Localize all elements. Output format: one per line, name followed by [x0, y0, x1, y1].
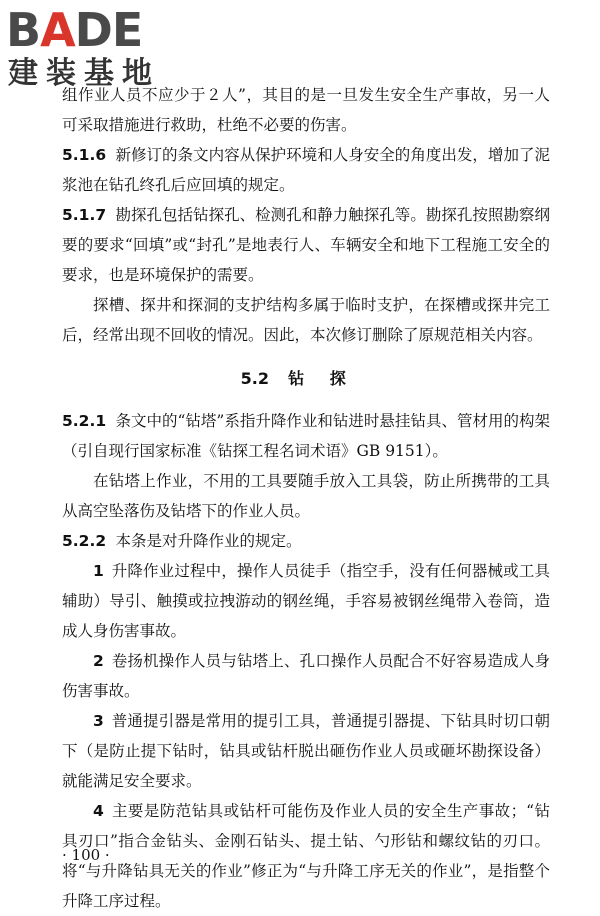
- clause-5-1-7: [62, 200, 550, 290]
- clause-5-2-2: [62, 526, 550, 556]
- document-body: [62, 80, 550, 916]
- item-number: 1: [93, 562, 104, 580]
- paragraph-indented: [62, 290, 550, 350]
- paragraph-text: 组作业人员不应少于２人”，其目的是一旦发生安全生产事故，另一人可采取措施进行救助，杜绝不必要的伤害。: [62, 86, 550, 134]
- item-text: 普通提引器是常用的提引工具，普通提引器提、下钻具时切口朝下（是防止提下钻时，钻具或钻杆脱出砸伤作业人员或砸坏勘探设备）就能满足安全要求。: [62, 712, 550, 790]
- logo-wordmark: [6, 4, 142, 56]
- logo-subtitle: 建装基地: [8, 56, 160, 91]
- paragraph-text: 条文中的“钻塔”系指升降作业和钻进时悬挂钻具、管材用的构架（引自现行国家标准《钻探工程名词术语》GB 9151）。: [62, 412, 550, 460]
- item-text: 卷扬机操作人员与钻塔上、孔口操作人员配合不好容易造成人身伤害事故。: [62, 652, 550, 700]
- bade-logo: [6, 4, 182, 90]
- list-item: [62, 646, 550, 706]
- item-text: 升降作业过程中，操作人员徒手（指空手，没有任何器械或工具辅助）导引、触摸或拉拽游动的钢丝绳，手容易被钢丝绳带入卷筒，造成人身伤害事故。: [62, 562, 550, 640]
- clause-number: 5.2.2: [62, 532, 107, 550]
- logo-letter-b: B: [6, 3, 41, 57]
- section-title: 钻探: [288, 369, 372, 388]
- item-number: 3: [93, 712, 104, 730]
- paragraph-text: 新修订的条文内容从保护环境和人身安全的角度出发，增加了泥浆池在钻孔终孔后应回填的规定。: [62, 146, 550, 194]
- clause-number: 5.1.6: [62, 146, 107, 164]
- paragraph-indented: [62, 466, 550, 526]
- item-number: 2: [93, 652, 104, 670]
- item-text: 主要是防范钻具或钻杆可能伤及作业人员的安全生产事故；“钻具刃口”指合金钻头、金刚石钻头、提土钻、勺形钻和螺纹钻的刃口。将“与升降钻具无关的作业”修正为“与升降工序无关的作业”，是指整个升降工序过程。: [62, 802, 550, 910]
- list-item: [62, 556, 550, 646]
- list-item: [62, 796, 550, 916]
- paragraph-text: 勘探孔包括钻探孔、检测孔和静力触探孔等。勘探孔按照勘察纲要的要求“回填”或“封孔”是地表行人、车辆安全和地下工程施工安全的要求，也是环境保护的需要。: [62, 206, 550, 284]
- clause-number: 5.1.7: [62, 206, 107, 224]
- clause-5-2-1: [62, 406, 550, 466]
- clause-5-1-6: [62, 140, 550, 200]
- clause-number: 5.2.1: [62, 412, 107, 430]
- logo-letter-a: A: [40, 3, 75, 57]
- paragraph-text: 在钻塔上作业，不用的工具要随手放入工具袋，防止所携带的工具从高空坠落伤及钻塔下的作业人员。: [62, 472, 550, 520]
- paragraph-continuation: [62, 80, 550, 140]
- logo-letters-de: DE: [74, 3, 143, 57]
- page-number: · 100 ·: [62, 846, 110, 864]
- paragraph-text: 探槽、探井和探洞的支护结构多属于临时支护，在探槽或探井完工后，经常出现不回收的情况。因此，本次修订删除了原规范相关内容。: [62, 296, 550, 344]
- item-number: 4: [93, 802, 104, 820]
- list-item: [62, 706, 550, 796]
- section-number: 5.2: [240, 369, 269, 388]
- paragraph-text: 本条是对升降作业的规定。: [115, 532, 302, 550]
- section-heading: [62, 364, 550, 394]
